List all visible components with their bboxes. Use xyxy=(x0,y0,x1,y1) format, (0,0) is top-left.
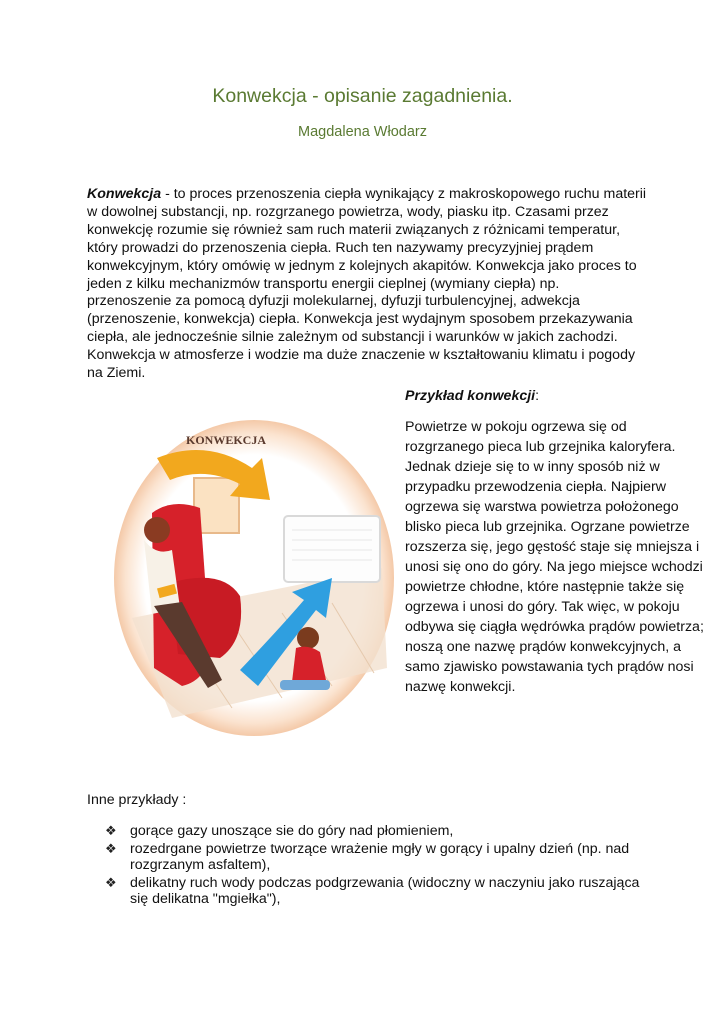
radiator xyxy=(284,516,380,582)
document-author: Magdalena Włodarz xyxy=(298,124,427,140)
example-body: Powietrze w pokoju ogrzewa się od rozgrzanego pieca lub grzejnika kaloryfera. Jednak dzieje się to w inny sposób niż w przypadku przewodzenia ciepła. Najpierw ogrzewa się warstwa powietrza położonego blisko pieca lub grzejnika. Ogrzane powietrze rozszerza się, jego gęstość staje się mniejsza i unosi się ono do góry. Na jego miejsce wchodzi powietrze chłodne, które następnie także się ogrzewa i unosi do góry. Tak więc, w pokoju odbywa się ciągła wędrówka prądów powietrza; noszą one nazwę prądów konwekcyjnych, a samo zjawisko powstawania tych prądów nosi nazwę konwekcji. xyxy=(405,419,704,695)
child-figure xyxy=(297,627,319,649)
convection-illustration-graphic xyxy=(112,418,397,738)
bullet-icon: ❖ xyxy=(105,823,117,838)
list-item: ❖ rozedrgane powietrze tworzące wrażenie mgły w gorący i upalny dzień (np. nad rozgrzanym asfaltem), xyxy=(105,840,630,873)
convection-illustration xyxy=(112,418,397,738)
list-item: ❖ delikatny ruch wody podczas podgrzewania (widoczny w naczyniu jako ruszająca się delikatna "mgiełka"), xyxy=(105,874,640,907)
example-heading: Przykład konwekcji xyxy=(405,388,536,404)
example-heading-colon: : xyxy=(535,388,540,404)
intro-text: - to proces przenoszenia ciepła wynikający z makroskopowego ruchu materii w dowolnej substancji, np. rozgrzanego powietrza, wody, piasku itp. Czasami przez konwekcję rozumie się również sam ruch materii związanych z różnicami temperatur, który prowadzi do przenoszenia ciepła. Ruch ten nazywamy precyzyjniej prądem konwekcyjnym, który omówię w jednym z kolejnych akapitów. Konwekcja jako proces to jeden z kilku mechanizmów transportu energii cieplnej (wymiany ciepła) np. przenoszenie za pomocą dyfuzji molekularnej, dyfuzji turbulencyjnej, adwekcja (przenoszenie, konwekcja) ciepła. Konwekcja jest wydajnym sposobem przekazywania ciepła, ale jednocześnie silnie zależnym od substancji i warunków w jakich zachodzi. Konwekcja w atmosferze i wodzie ma duże znaczenie w kształtowaniu klimatu i pogody na Ziemi. xyxy=(87,186,647,382)
list-item: ❖ gorące gazy unoszące sie do góry nad płomieniem, xyxy=(105,823,454,839)
bullet-icon: ❖ xyxy=(105,840,117,856)
example-section xyxy=(405,386,707,697)
intro-paragraph xyxy=(87,186,647,383)
woman-figure xyxy=(144,517,170,543)
other-examples-heading: Inne przykłady : xyxy=(87,792,187,808)
other-examples-list xyxy=(105,823,645,909)
bullet-icon: ❖ xyxy=(105,874,117,890)
illustration-caption: KONWEKCJA xyxy=(186,433,267,447)
document-title: Konwekcja - opisanie zagadnienia. xyxy=(212,85,513,107)
intro-term: Konwekcja xyxy=(87,186,162,202)
